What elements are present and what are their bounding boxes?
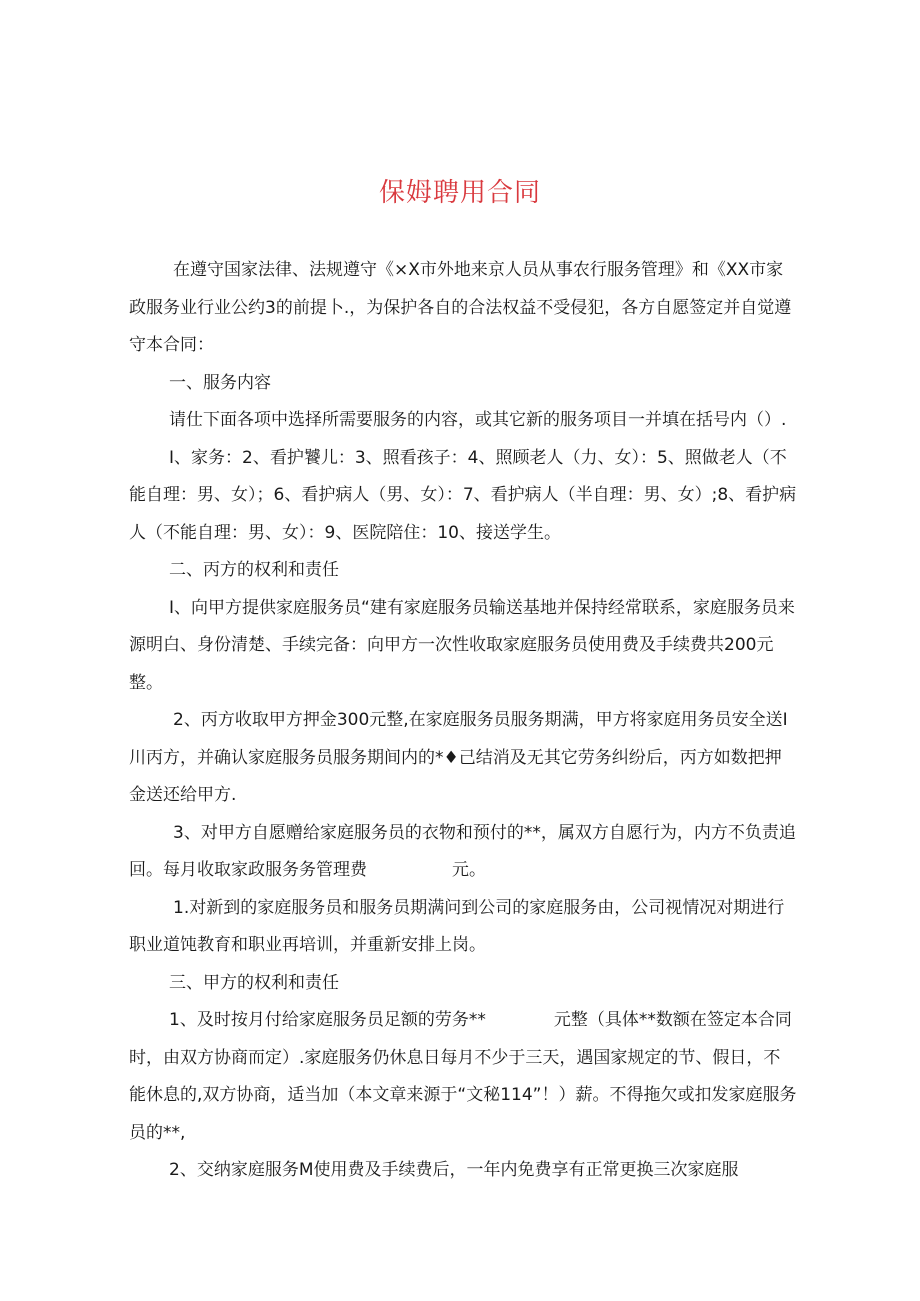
paragraph-preamble: 在遵守国家法律、法规遵守《×X市外地来京人员从事农行服务管理》和《XX市家政服务业行业公约3的前提卜.，为保护各自的合法权益不受侵犯，各方自愿签定并自觉遵守本合同： xyxy=(129,260,792,355)
paragraph-party-a-item-1: 1、及时按月付给家庭服务员足额的劳务** 元整（具体**数额在签定本合同时，由双方协商而定）.家庭服务仍休息日每月不少于三天，遇国家规定的节、假日，不能休息的,双方协商，适当加（本文章来源于“文秘114”！）薪。不得拖欠或扣发家庭服务员的**, xyxy=(129,1010,797,1143)
section-heading-service-content: 一、服务内容 xyxy=(169,372,271,393)
paragraph-party-a-item-2: 2、交纳家庭服务M使用费及手续费后，一年内免费享有正常更换三次家庭服 xyxy=(169,1160,739,1180)
paragraph-party-c-item-4: 1.对新到的家庭服务员和服务员期满问到公司的家庭服务由，公司视情况对期进行职业道饨教育和职业再培训，并重新安排上岗。 xyxy=(129,897,785,955)
paragraph-party-c-item-1: I、向甲方提供家庭服务员“建有家庭服务员输送基地并保持经常联系，家庭服务员来源明白、身份清楚、手续完备：向甲方一次性收取家庭服务员使用费及手续费共200元整。 xyxy=(129,597,795,693)
section-heading-party-c: 二、丙方的权利和责任 xyxy=(169,560,339,580)
paragraph-party-c-item-2: 2、丙方收取甲方押金300元整,在家庭服务员服务期满，甲方将家庭用务员安全送I川丙方，并确认家庭服务员服务期间内的*♦己结消及无其它劳务纠纷后，丙方如数把押金送还给甲方. xyxy=(129,710,788,805)
document-body xyxy=(129,252,797,1190)
section-heading-party-a: 三、甲方的权利和责任 xyxy=(169,972,339,993)
document-title: 保姆聘用合同 xyxy=(378,178,541,208)
paragraph-service-items: I、家务：2、看护饕儿：3、照看孩子：4、照顾老人（力、女）：5、照做老人（不能自理：男、女）；6、看护病人（男、女）：7、看护病人（半自理：男、女）;8、看护病人（不能自理：男、女）：9、医院陪住：10、接送学生。 xyxy=(129,447,797,543)
paragraph-selection-instruction: 请仕下面各项中选择所需要服务的内容，或其它新的服务项目一并填在括号内（）. xyxy=(169,410,787,430)
paragraph-party-c-item-3: 3、对甲方自愿赠给家庭服务员的衣物和预付的**，属双方自愿行为，内方不负责追回。每月收取家政服务务管理费 元。 xyxy=(129,822,796,880)
